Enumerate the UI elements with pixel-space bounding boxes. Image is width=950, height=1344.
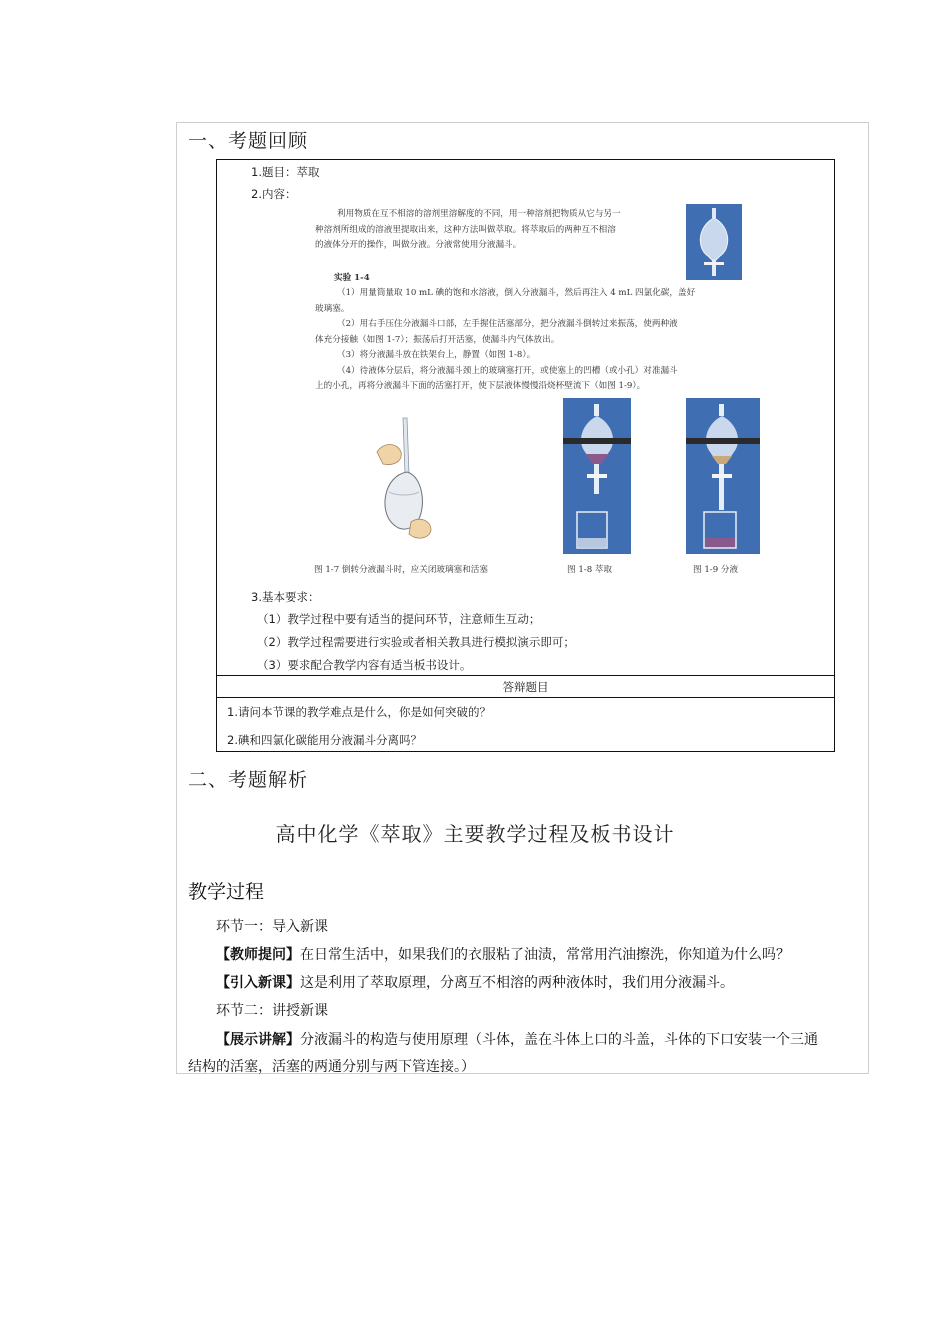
show-explain-text: 分液漏斗的构造与使用原理（斗体，盖在斗体上口的斗盖，斗体的下口安装一个三通 [300,1032,818,1048]
teacher-question-line [216,944,790,964]
experiment-line: （4）待液体分层后，将分液漏斗颈上的玻璃塞打开，或使塞上的凹槽（或小孔）对准漏斗 [337,365,678,376]
intro-line: 的液体分开的操作，叫做分液。分液常使用分液漏斗。 [315,240,522,250]
requirement-item: （1）教学过程中要有适当的提问环节，注意师生互动； [257,612,541,626]
table-divider [217,675,834,676]
caption-figure-1-7: 图 1-7 倒转分液漏斗时，应关闭玻璃塞和活塞 [314,565,488,575]
intro-new-lesson-text: 这是利用了萃取原理，分离互不相溶的两种液体时，我们用分液漏斗。 [300,975,734,991]
teacher-question-text: 在日常生活中，如果我们的衣服粘了油渍，常常用汽油擦洗，你知道为什么吗？ [300,947,790,963]
intro-line: 利用物质在互不相溶的溶剂里溶解度的不同，用一种溶剂把物质从它与另一 [337,209,621,219]
question-table [216,159,835,752]
table-divider [217,697,834,698]
experiment-line: 玻璃塞。 [315,303,350,314]
figure-1-9-separation [686,398,760,554]
content-label: 2.内容： [251,187,297,201]
requirement-item: （2）教学过程需要进行实验或者相关教具进行模拟演示即可； [257,635,575,649]
answer-question: 2.碘和四氯化碳能用分液漏斗分离吗？ [227,733,422,747]
step-two-heading: 环节二：讲授新课 [216,1003,328,1019]
funnel-photo [686,204,742,280]
answer-header: 答辩题目 [502,680,549,694]
intro-line: 种溶剂所组成的溶液里提取出来，这种方法叫做萃取。将萃取后的两种互不相溶 [315,224,616,235]
experiment-line: （2）用右手压住分液漏斗口部，左手握住活塞部分，把分液漏斗倒转过来振荡，使两种液 [337,319,678,329]
experiment-line: 体充分接触（如图 1-7）；振荡后打开活塞，使漏斗内气体放出。 [315,334,560,345]
section-heading-review: 一、考题回顾 [188,130,309,152]
caption-figure-1-8: 图 1-8 萃取 [567,565,613,575]
caption-figure-1-9: 图 1-9 分液 [693,565,739,575]
experiment-line: （1）用量筒量取 10 mL 碘的饱和水溶液，倒入分液漏斗，然后再注入 4 mL 四氯化碳，盖好 [337,288,696,298]
show-explain-line [216,1029,818,1049]
page-title: 高中化学《萃取》主要教学过程及板书设计 [275,822,675,846]
requirement-item: （3）要求配合教学内容有适当板书设计。 [257,658,472,672]
intro-paragraph [315,207,685,254]
process-heading: 教学过程 [188,881,265,903]
topic-line: 1.题目：萃取 [251,165,320,179]
show-explain-tag: 【展示讲解】 [216,1032,300,1048]
experiment-line: 上的小孔，再将分液漏斗下面的活塞打开，使下层液体慢慢沿烧杯壁流下（如图 1-9）。 [315,381,646,391]
requirements-label: 3.基本要求： [251,590,320,604]
intro-new-lesson-line [216,972,734,992]
experiment-line: （3）将分液漏斗放在铁架台上，静置（如图 1-8）。 [337,350,536,360]
answer-question: 1.请问本节课的教学难点是什么，你是如何突破的？ [227,705,491,719]
figure-1-8-extraction [563,398,631,554]
experiment-title: 实验 1-4 [334,273,370,283]
teacher-question-tag: 【教师提问】 [216,947,300,963]
figure-1-7-shaking-funnel [367,412,437,544]
step-one-heading: 环节一：导入新课 [216,919,328,935]
experiment-steps [315,286,755,395]
intro-new-lesson-tag: 【引入新课】 [216,975,300,991]
show-explain-continuation: 结构的活塞，活塞的两通分别与两下管连接。） [188,1059,475,1075]
section-heading-analysis: 二、考题解析 [188,769,309,791]
